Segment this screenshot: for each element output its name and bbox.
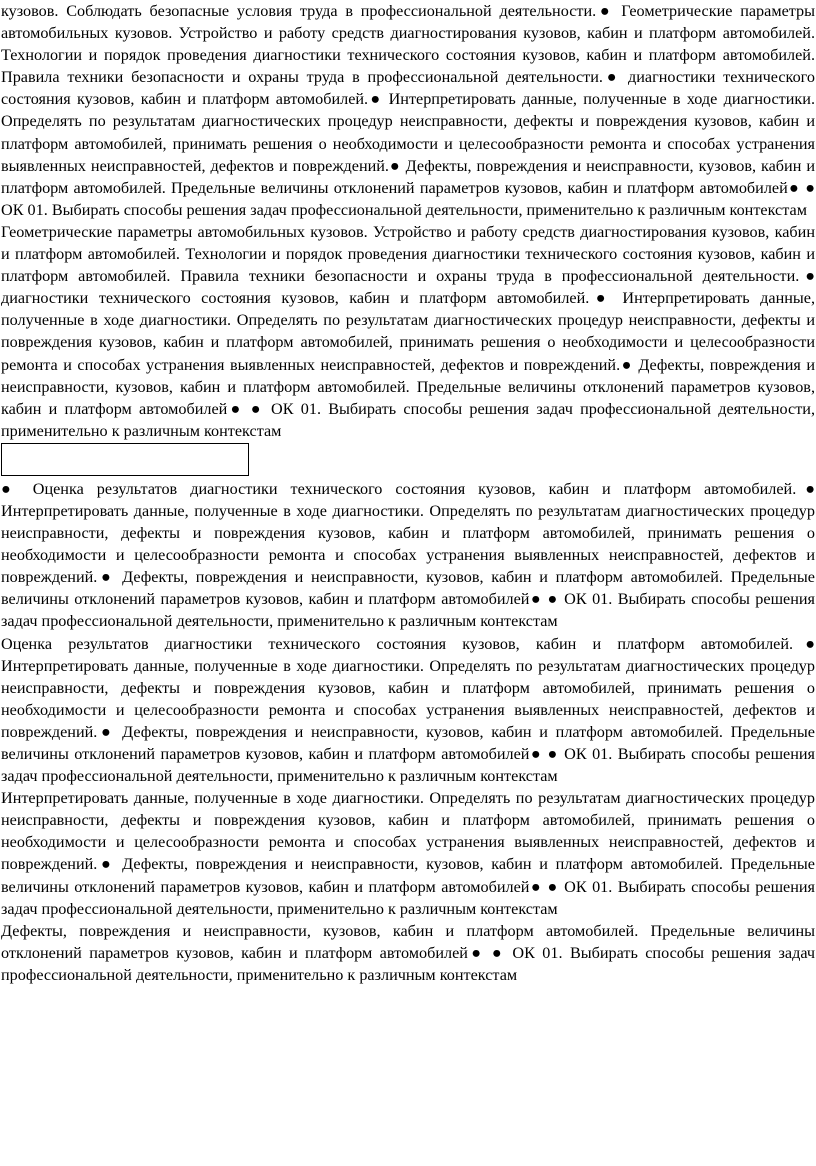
paragraph-2: Геометрические параметры автомобильных кузовов. Устройство и работу средств диагностирования кузовов, кабин и платформ автомобилей. Технологии и порядок проведения диагностики технического состояния кузовов, кабин и платформ автомобилей. Правила техники безопасности и охраны труда в профессиональной деятельности.● диагностики технического состояния кузовов, кабин и платформ автомобилей.● Интерпретировать данные, полученные в ходе диагностики. Определять по результатам диагностических процедур неисправности, дефекты и повреждения кузовов, кабин и платформ автомобилей, принимать решения о необходимости и целесообразности ремонта и способах устранения выявленных неисправностей, дефектов и повреждений.● Дефекты, повреждения и неисправности, кузовов, кабин и платформ автомобилей. Предельные величины отклонений параметров кузовов, кабин и платформ автомобилей● ● ОК 01. Выбирать способы решения задач профессиональной деятельности, применительно к различным контекстам — [1, 222, 815, 440]
paragraph-4: Оценка результатов диагностики технического состояния кузовов, кабин и платформ автомобилей.● Интерпретировать данные, полученные в ходе диагностики. Определять по результатам диагностических процедур неисправности, дефекты и повреждения кузовов, кабин и платформ автомобилей, принимать решения о необходимости и целесообразности ремонта и способах устранения выявленных неисправностей, дефектов и повреждений.● Дефекты, повреждения и неисправности, кузовов, кабин и платформ автомобилей. Предельные величины отклонений параметров кузовов, кабин и платформ автомобилей● ● ОК 01. Выбирать способы решения задач профессиональной деятельности, применительно к различным контекстам — [1, 634, 815, 786]
paragraph-5: Интерпретировать данные, полученные в ходе диагностики. Определять по результатам диагностических процедур неисправности, дефекты и повреждения кузовов, кабин и платформ автомобилей, принимать решения о необходимости и целесообразности ремонта и способах устранения выявленных неисправностей, дефектов и повреждений.● Дефекты, повреждения и неисправности, кузовов, кабин и платформ автомобилей. Предельные величины отклонений параметров кузовов, кабин и платформ автомобилей● ● ОК 01. Выбирать способы решения задач профессиональной деятельности, применительно к различным контекстам — [1, 789, 815, 918]
paragraph-6: Дефекты, повреждения и неисправности, кузовов, кабин и платформ автомобилей. Предельные величины отклонений параметров кузовов, кабин и платформ автомобилей● ● ОК 01. Выбирать способы решения задач профессиональной деятельности, применительно к различным контекстам — [1, 921, 815, 984]
empty-frame-box — [1, 443, 249, 476]
paragraph-1: кузовов. Соблюдать безопасные условия труда в профессиональной деятельности.● Геометрические параметры автомобильных кузовов. Устройство и работу средств диагностирования кузовов, кабин и платформ автомобилей. Технологии и порядок проведения диагностики технического состояния кузовов, кабин и платформ автомобилей. Правила техники безопасности и охраны труда в профессиональной деятельности.● диагностики технического состояния кузовов, кабин и платформ автомобилей.● Интерпретировать данные, полученные в ходе диагностики. Определять по результатам диагностических процедур неисправности, дефекты и повреждения кузовов, кабин и платформ автомобилей, принимать решения о необходимости и целесообразности ремонта и способах устранения выявленных неисправностей, дефектов и повреждений.● Дефекты, повреждения и неисправности, кузовов, кабин и платформ автомобилей. Предельные величины отклонений параметров кузовов, кабин и платформ автомобилей● ● ОК 01. Выбирать способы решения задач профессиональной деятельности, применительно к различным контекстам — [1, 2, 815, 219]
paragraph-3: ● Оценка результатов диагностики технического состояния кузовов, кабин и платформ автомобилей.● Интерпретировать данные, полученные в ходе диагностики. Определять по результатам диагностических процедур неисправности, дефекты и повреждения кузовов, кабин и платформ автомобилей, принимать решения о необходимости и целесообразности ремонта и способах устранения выявленных неисправностей, дефектов и повреждений.● Дефекты, повреждения и неисправности, кузовов, кабин и платформ автомобилей. Предельные величины отклонений параметров кузовов, кабин и платформ автомобилей● ● ОК 01. Выбирать способы решения задач профессиональной деятельности, применительно к различным контекстам — [1, 479, 815, 631]
